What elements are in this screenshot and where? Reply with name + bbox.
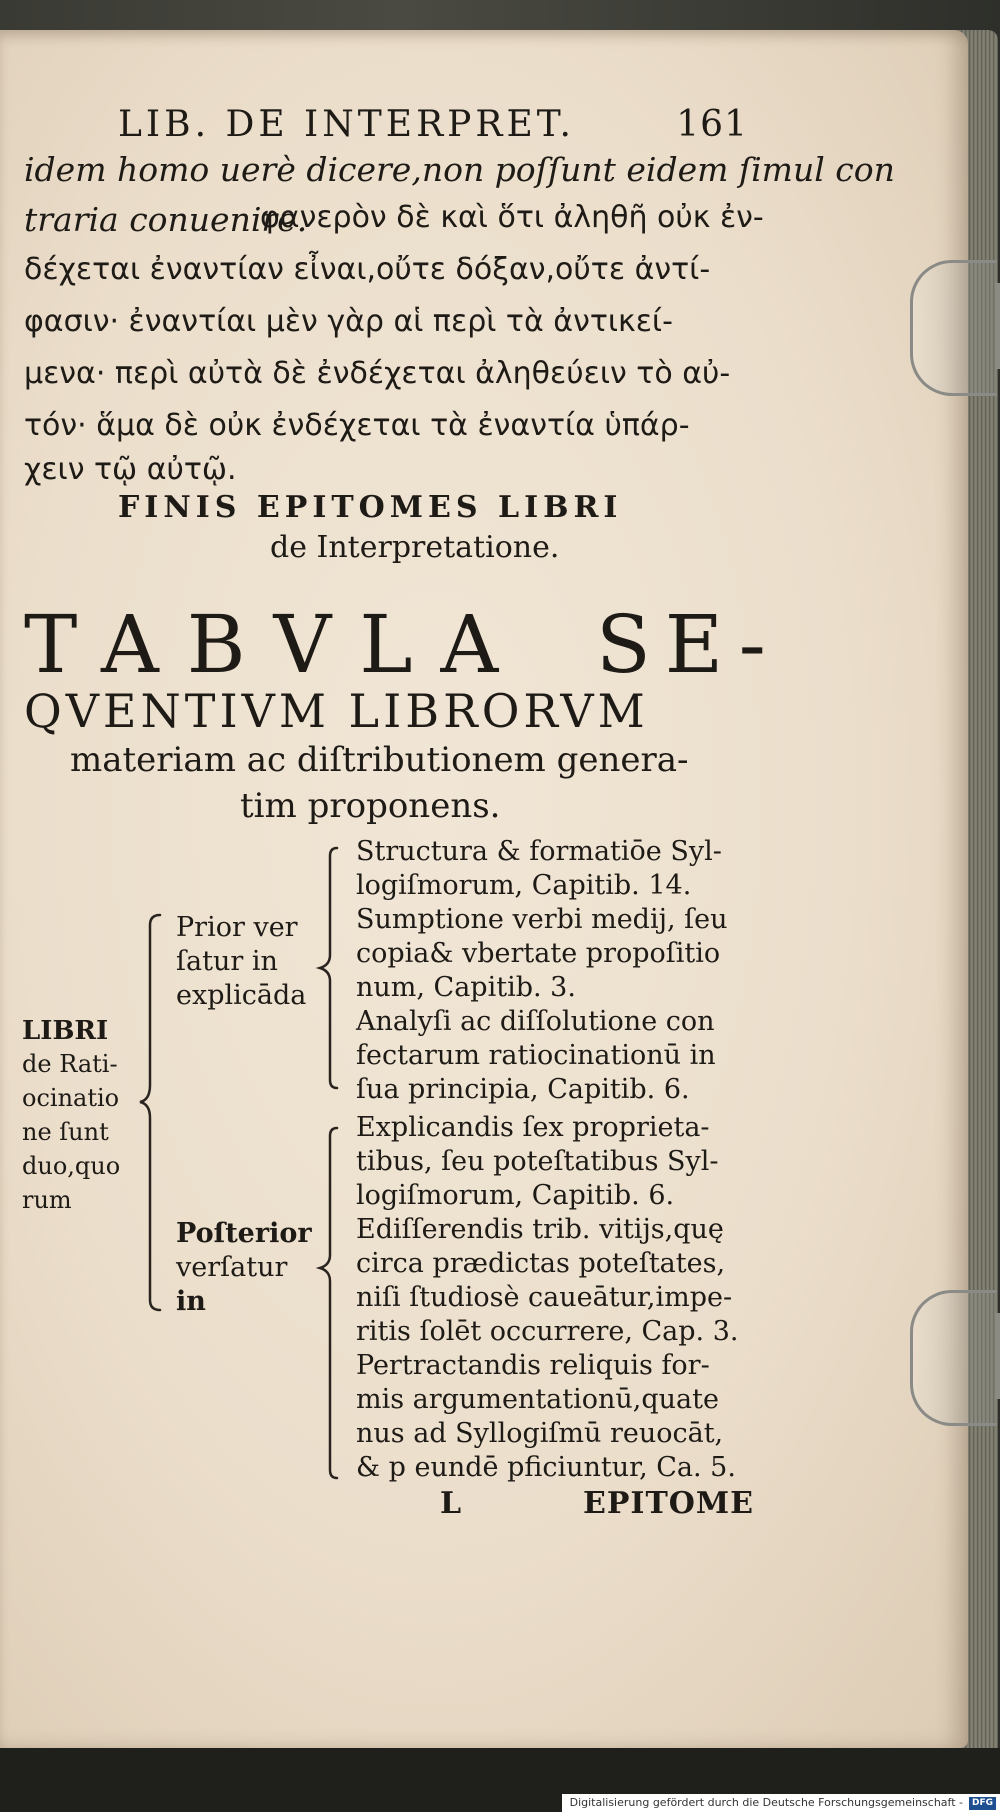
posterior-item: tibus, ſeu poteſtatibus Syl- xyxy=(356,1146,719,1177)
footer-text: Digitalisierung gefördert durch die Deutsche Forschungsgemeinschaft - xyxy=(569,1796,963,1809)
posterior-item: logiſmorum, Capitib. 6. xyxy=(356,1180,675,1211)
body-line-greek: φανερὸν δὲ καὶ ὅτι ἀληθῆ οὐκ ἐν- xyxy=(260,200,764,235)
outer-brace xyxy=(140,915,160,1310)
posterior-label: Poſterior xyxy=(176,1218,312,1249)
catchword: EPITOME xyxy=(583,1486,754,1521)
libri-label: rum xyxy=(22,1186,72,1214)
tabula-title-line3: materiam ac diſtributionem genera- xyxy=(70,740,689,780)
posterior-label: verſatur xyxy=(176,1252,288,1283)
posterior-item: mis argumentationū,quate xyxy=(356,1384,719,1415)
tabula-word-break: SE- xyxy=(596,598,780,691)
tabula-word: TABVLA xyxy=(24,598,527,691)
body-line: idem homo uerè dicere,non poſſunt eidem ſimul con xyxy=(24,150,895,189)
dfg-logo: DFG xyxy=(969,1797,996,1810)
running-head-title: LIB. DE INTERPRET. xyxy=(118,104,575,145)
posterior-item: Ediſſerendis trib. vitijs,quę xyxy=(356,1214,724,1245)
body-line-latin: traria conuenire. xyxy=(24,200,308,239)
body-line-greek: χειν τῷ αὐτῷ. xyxy=(24,452,237,487)
prior-item: num, Capitib. 3. xyxy=(356,972,576,1003)
finis-subheading: de Interpretatione. xyxy=(270,530,560,565)
posterior-item: ritis ſolēt occurrere, Cap. 3. xyxy=(356,1316,739,1347)
libri-label: ocinatio xyxy=(22,1084,120,1112)
prior-brace xyxy=(320,848,337,1088)
posterior-item: Pertractandis reliquis for- xyxy=(356,1350,710,1381)
posterior-item: nus ad Syllogiſmū reuocāt, xyxy=(356,1418,724,1449)
prior-item: ſua principia, Capitib. 6. xyxy=(356,1074,690,1105)
body-line-greek: τόν· ἅμα δὲ οὐκ ἐνδέχεται τὰ ἐναντία ὑπάρ- xyxy=(24,408,690,443)
posterior-item: Explicandis ſex proprieta- xyxy=(356,1112,710,1143)
posterior-brace xyxy=(320,1128,337,1478)
prior-label: explicāda xyxy=(176,980,307,1011)
posterior-item: niſi ſtudiosè caueātur,impe- xyxy=(356,1282,733,1313)
libri-label: de Rati- xyxy=(22,1050,118,1078)
prior-item: Structura & formatiōe Syl- xyxy=(356,836,722,867)
tabula-title-line2: QVENTIVM LIBRORVM xyxy=(24,684,649,738)
prior-item: Sumptione verbi medij, ſeu xyxy=(356,904,728,935)
libri-label: LIBRI xyxy=(22,1016,109,1046)
folio-number: 161 xyxy=(676,104,748,145)
tabula-title-line4: tim proponens. xyxy=(240,786,501,826)
body-line-greek: φασιν· ἐναντίαι μὲν γὰρ αἱ περὶ τὰ ἀντικεί- xyxy=(24,304,673,339)
body-line-greek: μενα· περὶ αὐτὰ δὲ ἐνδέχεται ἀληθεύειν τὸ αὐ- xyxy=(24,356,731,391)
finis-heading: FINIS EPITOMES LIBRI xyxy=(118,490,623,525)
prior-item: Analyſi ac diſſolutione con xyxy=(356,1006,715,1037)
prior-label: Prior ver xyxy=(176,912,298,943)
prior-item: copia& vbertate propoſitio xyxy=(356,938,721,969)
body-line-greek: δέχεται ἐναντίαν εἶναι,οὔτε δόξαν,οὔτε ἀντί- xyxy=(24,252,711,287)
digitization-footer xyxy=(562,1794,1000,1812)
prior-item: logiſmorum, Capitib. 14. xyxy=(356,870,692,901)
libri-label: duo,quo xyxy=(22,1152,121,1180)
prior-item: fectarum ratiocinationū in xyxy=(356,1040,716,1071)
libri-label: ne ſunt xyxy=(22,1118,109,1146)
signature-mark: L xyxy=(440,1486,462,1521)
posterior-item: & p eundē pficiuntur, Ca. 5. xyxy=(356,1452,736,1483)
posterior-item: circa prædictas poteſtates, xyxy=(356,1248,726,1279)
posterior-label: in xyxy=(176,1286,206,1317)
prior-label: ſatur in xyxy=(176,946,278,977)
